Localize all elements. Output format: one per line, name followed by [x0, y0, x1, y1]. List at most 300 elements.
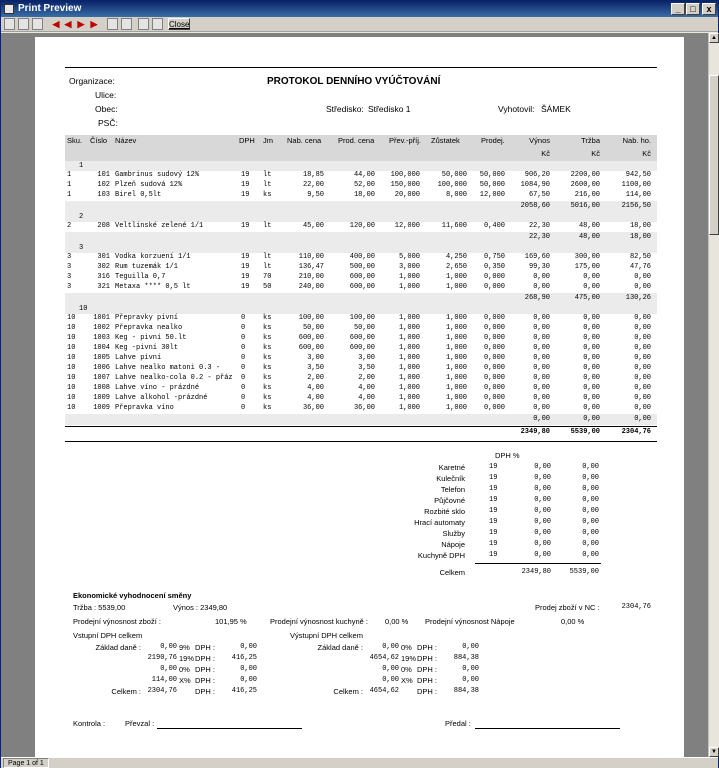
table-cell: 2200,00: [570, 171, 600, 179]
table-cell: 150,000: [390, 181, 420, 189]
vertical-scrollbar[interactable]: [708, 33, 719, 757]
subtotal-cell: 5016,00: [570, 202, 600, 210]
revenue: Tržba : 5539,00: [73, 603, 126, 612]
table-cell: Keg - pivní 50.lt: [115, 334, 187, 342]
table-cell: 3,000: [398, 263, 420, 271]
column-header: Prodej.: [481, 136, 505, 145]
table-cell: ks: [263, 334, 272, 342]
table-cell: 1009: [93, 394, 110, 402]
column-header: Zůstatek: [431, 136, 460, 145]
table-cell: 100,00: [349, 314, 375, 322]
table-cell: 2: [67, 222, 72, 230]
subtotal-cell: 130,26: [625, 294, 651, 302]
dph-row-label: Telefon: [440, 485, 465, 494]
dph-rate: 19: [489, 551, 498, 559]
vat-dph-label: DPH :: [195, 676, 216, 685]
table-cell: 1,000: [445, 273, 467, 281]
vat-base: 0,00: [382, 676, 399, 684]
table-cell: 0,00: [634, 334, 651, 342]
received-label: Převzal :: [125, 719, 155, 728]
table-cell: 10: [67, 334, 76, 342]
table-cell: 0: [241, 394, 246, 402]
vat-base: 2304,76: [147, 687, 177, 695]
dph-rate: 19: [489, 529, 498, 537]
signature-line: [157, 728, 302, 729]
table-cell: 0: [241, 374, 246, 382]
dph-rate: 19: [489, 540, 498, 548]
column-header: Výnos: [529, 136, 550, 145]
dph-value: 0,00: [534, 518, 551, 526]
table-cell: 321: [97, 283, 110, 291]
zip-label: PSČ:: [98, 118, 118, 128]
table-cell: 1006: [93, 364, 110, 372]
table-cell: Keg -pivní 30lt: [115, 344, 179, 352]
table-cell: 1009: [93, 404, 110, 412]
table-cell: 1,000: [445, 283, 467, 291]
yield-kitchen-value: 0,00 %: [385, 617, 409, 626]
dph-row-label: Hrací automaty: [414, 518, 465, 527]
vat-label: Základ daně :: [95, 643, 141, 652]
table-cell: 0,00: [533, 394, 550, 402]
table-cell: 0,00: [533, 354, 550, 362]
scroll-up-icon[interactable]: ▲: [709, 33, 719, 43]
table-cell: lt: [263, 253, 272, 261]
table-cell: 169,60: [524, 253, 550, 261]
table-cell: Lahve víno - prázdné: [115, 384, 200, 392]
vat-label: Celkem :: [111, 687, 141, 696]
vat-amount: 0,00: [462, 643, 479, 651]
table-cell: 1,000: [445, 404, 467, 412]
table-cell: 316: [97, 273, 110, 281]
preview-area: [1, 33, 708, 757]
table-cell: 0,000: [483, 404, 505, 412]
table-cell: 0,00: [533, 273, 550, 281]
window-title: Print Preview: [18, 3, 82, 14]
grand-total-cell: 2304,76: [621, 428, 651, 436]
table-cell: 10: [67, 404, 76, 412]
table-cell: 0,00: [634, 314, 651, 322]
minimize-button[interactable]: _: [671, 3, 685, 15]
table-cell: 0,000: [483, 394, 505, 402]
table-cell: 0: [241, 314, 246, 322]
table-cell: 19: [241, 253, 250, 261]
street-label: Ulice:: [95, 90, 117, 100]
table-cell: 4,00: [358, 394, 375, 402]
first-page-button[interactable]: ◀: [52, 19, 60, 29]
table-cell: 1,000: [398, 404, 420, 412]
table-cell: 20,000: [394, 191, 420, 199]
scroll-thumb[interactable]: [709, 75, 719, 235]
table-cell: 50,000: [479, 171, 505, 179]
dph-title: DPH %: [495, 451, 520, 460]
table-cell: ks: [263, 354, 272, 362]
totals-rule: [65, 426, 657, 427]
center-value: Středisko 1: [368, 104, 411, 114]
table-cell: Plzeň sudová 12%: [115, 181, 183, 189]
table-cell: 52,00: [353, 181, 375, 189]
vat-base: 114,00: [151, 676, 177, 684]
table-cell: 1005: [93, 354, 110, 362]
open-icon[interactable]: [152, 18, 163, 30]
dph-value: 0,00: [582, 518, 599, 526]
table-cell: 19: [241, 263, 250, 271]
group-band: [65, 212, 657, 222]
table-cell: 1,000: [398, 394, 420, 402]
table-cell: 48,00: [578, 222, 600, 230]
dph-total: 2349,80: [521, 568, 551, 576]
toolbar: [1, 17, 718, 32]
vat-amount: 0,00: [240, 665, 257, 673]
table-cell: 45,00: [302, 222, 324, 230]
vat-amount: 0,00: [462, 676, 479, 684]
table-cell: 942,50: [625, 171, 651, 179]
table-cell: 19: [241, 222, 250, 230]
close-button[interactable]: Close: [169, 20, 190, 29]
vat-amount: 416,25: [231, 687, 257, 695]
table-cell: 100,000: [437, 181, 467, 189]
table-cell: ks: [263, 344, 272, 352]
table-cell: 103: [97, 191, 110, 199]
table-cell: 1,000: [398, 384, 420, 392]
column-header: Přev.-příj.: [389, 136, 421, 145]
vat-dph-label: DPH :: [417, 676, 438, 685]
table-cell: 1,000: [445, 344, 467, 352]
table-cell: 400,00: [349, 253, 375, 261]
table-cell: Gambrinus sudový 12%: [115, 171, 200, 179]
table-cell: 10: [67, 344, 76, 352]
table-cell: ks: [263, 364, 272, 372]
print-icon[interactable]: [107, 18, 118, 30]
table-cell: 1,000: [398, 273, 420, 281]
table-cell: 3,50: [307, 364, 324, 372]
vat-rate: 9%: [179, 643, 190, 652]
next-page-button[interactable]: ▶: [77, 19, 85, 29]
dph-row-label: Kulečník: [436, 474, 465, 483]
table-cell: 600,00: [349, 283, 375, 291]
table-cell: 50,00: [302, 324, 324, 332]
table-cell: 9,50: [307, 191, 324, 199]
dph-rate: 19: [489, 485, 498, 493]
table-cell: 600,00: [349, 334, 375, 342]
table-cell: 1100,00: [621, 181, 651, 189]
vat-amount: 0,00: [240, 676, 257, 684]
table-cell: Lahve alkohol -prázdné: [115, 394, 208, 402]
table-cell: 1: [67, 181, 72, 189]
table-cell: 10: [67, 314, 76, 322]
table-cell: 1004: [93, 344, 110, 352]
table-cell: 3,50: [358, 364, 375, 372]
column-header: Název: [115, 136, 137, 145]
table-cell: 302: [97, 263, 110, 271]
table-cell: 300,00: [574, 253, 600, 261]
column-header: DPH: [239, 136, 255, 145]
table-cell: 22,30: [528, 222, 550, 230]
dph-value: 0,00: [534, 529, 551, 537]
table-cell: 10: [67, 394, 76, 402]
table-cell: Veltlínské zelené 1/1: [115, 222, 204, 230]
table-cell: 0: [241, 324, 246, 332]
author-value: ŠÁMEK: [541, 104, 571, 114]
table-cell: 0,00: [533, 324, 550, 332]
vat-dph-label: DPH :: [195, 654, 216, 663]
column-header: Číslo: [90, 136, 108, 145]
yield: Výnos : 2349,80: [173, 603, 228, 612]
table-cell: 2,00: [358, 374, 375, 382]
table-cell: 301: [97, 253, 110, 261]
table-cell: 12,000: [479, 191, 505, 199]
table-cell: 1,000: [445, 364, 467, 372]
dph-value: 0,00: [582, 463, 599, 471]
table-cell: 2600,00: [570, 181, 600, 189]
print-setup-icon[interactable]: [121, 18, 132, 30]
group-label: 10: [79, 305, 88, 313]
table-cell: 1,000: [398, 283, 420, 291]
table-cell: Lahve nealko-cola 0.2 - přáz: [115, 374, 233, 382]
unit-label: Kč: [642, 149, 651, 158]
table-cell: Vodka korzuení 1/1: [115, 253, 191, 261]
table-cell: 0,00: [583, 354, 600, 362]
page-indicator: Page 1 of 1: [3, 758, 49, 768]
vat-rate: X%: [401, 676, 413, 685]
table-cell: 3: [67, 263, 72, 271]
table-cell: 0,00: [583, 273, 600, 281]
column-header: Nab. cena: [287, 136, 322, 145]
table-cell: 114,00: [625, 191, 651, 199]
app-icon: [4, 4, 14, 14]
table-cell: ks: [263, 374, 272, 382]
table-cell: 0,00: [583, 314, 600, 322]
table-cell: ks: [263, 314, 272, 322]
last-page-button[interactable]: ▶: [90, 19, 98, 29]
table-cell: 10: [67, 374, 76, 382]
save-icon[interactable]: [138, 18, 149, 30]
table-cell: 1002: [93, 324, 110, 332]
table-cell: 1,000: [398, 374, 420, 382]
maximize-button[interactable]: □: [686, 3, 700, 15]
table-cell: 210,00: [298, 273, 324, 281]
table-cell: 11,600: [441, 222, 467, 230]
table-cell: 0,00: [583, 334, 600, 342]
table-cell: 50,000: [479, 181, 505, 189]
vat-dph-label: DPH :: [195, 665, 216, 674]
table-cell: 1,000: [398, 354, 420, 362]
table-cell: 0,000: [483, 374, 505, 382]
table-cell: 0,00: [634, 394, 651, 402]
table-cell: 70: [263, 273, 272, 281]
table-cell: 19: [241, 191, 250, 199]
table-cell: Lahve nealko matoni 0.3 -: [115, 364, 221, 372]
input-vat-title: Vstupní DPH celkem: [73, 631, 143, 640]
dph-rate: 19: [489, 463, 498, 471]
vat-base: 2190,76: [147, 654, 177, 662]
dph-rate: 19: [489, 507, 498, 515]
table-cell: ks: [263, 404, 272, 412]
table-cell: 0,000: [483, 364, 505, 372]
table-cell: 0,00: [533, 334, 550, 342]
dph-value: 0,00: [534, 540, 551, 548]
table-cell: 50: [263, 283, 272, 291]
dph-value: 0,00: [582, 551, 599, 559]
title-bar: [1, 1, 718, 17]
vat-rate: 19%: [179, 654, 195, 663]
table-cell: 0,00: [583, 283, 600, 291]
table-cell: 136,47: [298, 263, 324, 271]
zoom-icon[interactable]: [32, 18, 43, 30]
table-cell: 0,00: [583, 324, 600, 332]
table-cell: 1,000: [398, 324, 420, 332]
table-cell: 18,00: [629, 222, 651, 230]
cost-value: 2304,76: [621, 603, 651, 611]
subtotal-cell: 48,00: [578, 233, 600, 241]
table-cell: 1,000: [398, 334, 420, 342]
dph-rate: 19: [489, 474, 498, 482]
subtotal-cell: 18,00: [629, 233, 651, 241]
status-bar: [1, 757, 718, 768]
vat-rate: 19%: [401, 654, 417, 663]
close-window-button[interactable]: x: [702, 3, 716, 15]
dph-value: 0,00: [534, 463, 551, 471]
column-header: Nab. ho.: [622, 136, 651, 145]
table-cell: 1: [67, 171, 72, 179]
table-cell: 0,400: [483, 222, 505, 230]
signature-line: [475, 728, 620, 729]
table-cell: 102: [97, 181, 110, 189]
dph-value: 0,00: [582, 529, 599, 537]
yield-goods-value: 101,95 %: [215, 617, 247, 626]
vat-base: 0,00: [160, 643, 177, 651]
table-cell: Birel 0,5lt: [115, 191, 162, 199]
table-cell: 240,00: [298, 283, 324, 291]
table-cell: 50,000: [441, 171, 467, 179]
table-cell: Rum tuzemák 1/1: [115, 263, 179, 271]
scroll-down-icon[interactable]: ▼: [709, 747, 719, 757]
table-cell: 120,00: [349, 222, 375, 230]
table-cell: 0,00: [533, 314, 550, 322]
dph-value: 0,00: [534, 496, 551, 504]
table-cell: 0,00: [533, 344, 550, 352]
table-cell: 99,30: [528, 263, 550, 271]
table-cell: 19: [241, 171, 250, 179]
table-cell: 0,00: [533, 384, 550, 392]
vat-rate: X%: [179, 676, 191, 685]
report-title: PROTOKOL DENNÍHO VYÚČTOVÁNÍ: [267, 76, 441, 87]
table-cell: 0,00: [634, 384, 651, 392]
table-cell: 3,00: [307, 354, 324, 362]
vat-dph-label: DPH :: [417, 687, 438, 696]
table-cell: Přepravka nealko: [115, 324, 183, 332]
dph-value: 0,00: [534, 507, 551, 515]
table-cell: 0,00: [533, 364, 550, 372]
table-cell: 3,00: [358, 354, 375, 362]
table-cell: 1,000: [445, 374, 467, 382]
table-cell: 5,000: [398, 253, 420, 261]
table-cell: 0,00: [533, 374, 550, 382]
city-label: Obec:: [95, 104, 118, 114]
vat-dph-label: DPH :: [195, 643, 216, 652]
subtotal-cell: 475,00: [574, 294, 600, 302]
yield-goods-label: Prodejní výnosnost zboží :: [73, 617, 161, 626]
table-cell: 47,76: [629, 263, 651, 271]
page-width-icon[interactable]: [4, 18, 15, 30]
control-label: Kontrola :: [73, 719, 106, 728]
table-cell: lt: [263, 263, 272, 271]
table-cell: 0,00: [583, 344, 600, 352]
vat-rate: 0%: [401, 665, 412, 674]
subtotal-cell: 0,00: [634, 415, 651, 423]
dph-total-label: Celkem: [439, 568, 465, 577]
table-cell: 1,000: [445, 384, 467, 392]
whole-page-icon[interactable]: [18, 18, 29, 30]
table-cell: 0: [241, 344, 246, 352]
dph-row-label: Půjčovné: [434, 496, 465, 505]
dph-row-label: Karetné: [438, 463, 465, 472]
table-cell: 208: [97, 222, 110, 230]
table-cell: 110,00: [298, 253, 324, 261]
table-cell: 4,00: [358, 384, 375, 392]
table-cell: 4,00: [307, 384, 324, 392]
table-cell: 10: [67, 364, 76, 372]
dph-value: 0,00: [534, 474, 551, 482]
table-cell: ks: [263, 191, 272, 199]
vat-dph-label: DPH :: [417, 665, 438, 674]
dph-row-label: Nápoje: [441, 540, 465, 549]
table-cell: 19: [241, 181, 250, 189]
dph-value: 0,00: [582, 474, 599, 482]
center-label: Středisko:: [326, 104, 364, 114]
dph-rate: 19: [489, 496, 498, 504]
column-header: Sku.: [67, 136, 83, 145]
table-cell: 0,00: [533, 404, 550, 412]
table-cell: 0,00: [583, 364, 600, 372]
table-cell: 100,00: [298, 314, 324, 322]
vat-amount: 0,00: [240, 643, 257, 651]
dph-value: 0,00: [582, 507, 599, 515]
table-cell: 0,00: [634, 374, 651, 382]
dph-row-label: Kuchyně DPH: [417, 551, 465, 560]
vat-base: 0,00: [382, 643, 399, 651]
vat-amount: 884,38: [453, 687, 479, 695]
table-cell: 1003: [93, 334, 110, 342]
handed-label: Předal :: [445, 719, 471, 728]
dph-total-rule: [475, 563, 601, 564]
table-cell: 600,00: [298, 344, 324, 352]
table-cell: 0,00: [583, 384, 600, 392]
table-cell: 36,00: [353, 404, 375, 412]
table-cell: 0,00: [634, 364, 651, 372]
table-cell: 0,00: [583, 404, 600, 412]
table-cell: 906,20: [524, 171, 550, 179]
table-cell: 18,85: [302, 171, 324, 179]
table-cell: Metaxa **** 0,5 lt: [115, 283, 191, 291]
table-cell: Přepravka víno: [115, 404, 174, 412]
vat-rate: 0%: [401, 643, 412, 652]
previous-page-button[interactable]: ◀: [64, 19, 72, 29]
section-rule: [65, 441, 657, 442]
vat-dph-label: DPH :: [195, 687, 216, 696]
column-header: Prod. cena: [338, 136, 375, 145]
dph-value: 0,00: [582, 485, 599, 493]
table-cell: 1: [67, 191, 72, 199]
table-cell: 4,00: [307, 394, 324, 402]
subtotal-cell: 0,00: [533, 415, 550, 423]
table-cell: 3: [67, 273, 72, 281]
table-cell: 2,650: [445, 263, 467, 271]
table-cell: 0,350: [483, 263, 505, 271]
table-cell: 8,000: [445, 191, 467, 199]
vat-rate: 0%: [179, 665, 190, 674]
group-label: 1: [79, 162, 84, 170]
table-cell: 22,00: [302, 181, 324, 189]
